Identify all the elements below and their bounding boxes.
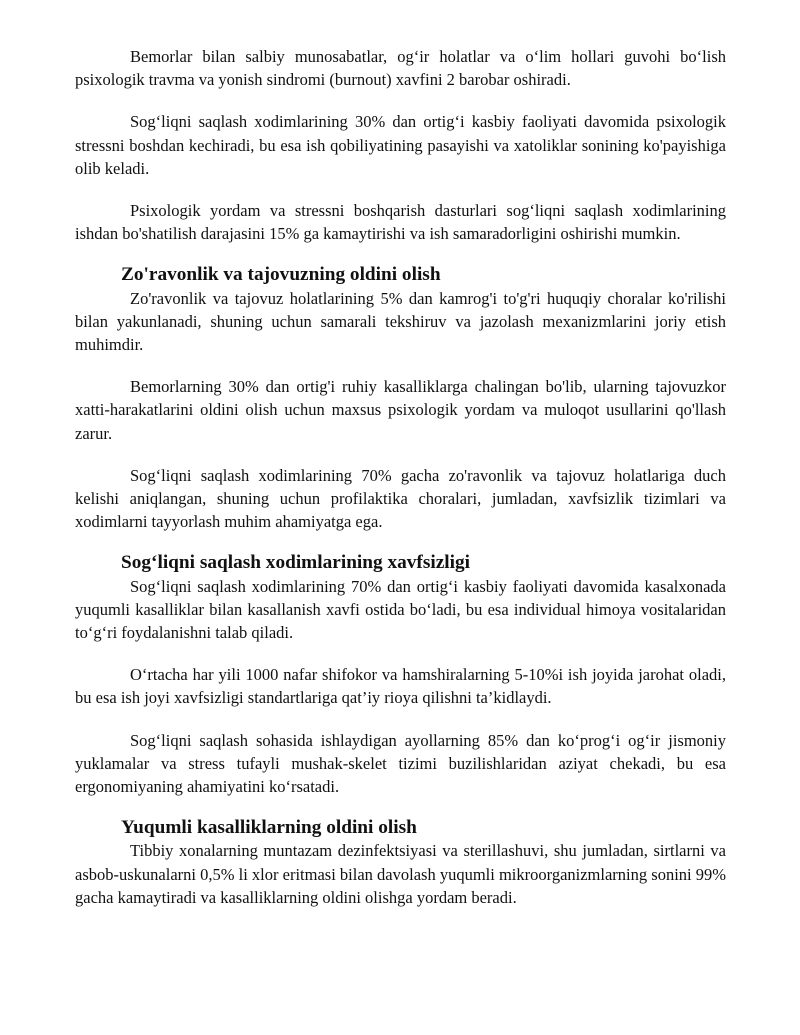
paragraph-legal-measures: Zo'ravonlik va tajovuz holatlarining 5% dan kamrog'i to'g'ri huquqiy choralar ko'rilishi bilan yakunlanadi, shuning uchun samarali tekshiruv va jazolash mexanizmlarini joriy etish muhimdir. [75, 288, 726, 355]
paragraph-burnout-risk: Bemorlar bilan salbiy munosabatlar, og‘ir holatlar va o‘lim hollari guvohi bo‘lish psixologik travma va yonish sindromi (burnout) xavfini 2 barobar oshiradi. [75, 47, 726, 90]
paragraph-infection-risk: Sog‘liqni saqlash xodimlarining 70% dan ortig‘i kasbiy faoliyati davomida kasalxonada yuqumli kasalliklar bilan kasallanish xavfi ostida bo‘ladi, bu esa individual himoya vositalaridan to‘g‘ri foydalanishni talab qiladi. [75, 576, 726, 643]
document-page [75, 45, 726, 909]
paragraph-violence-exposure: Sog‘liqni saqlash xodimlarining 70% gacha zo'ravonlik va tajovuz holatlariga duch kelishi aniqlangan, shuning uchun profilaktika choralari, jumladan, xavfsizlik tizimlari va xodimlarni tayyorlash muhim ahamiyatga ega. [75, 465, 726, 532]
heading-infection-prevention: Yuqumli kasalliklarning oldini olish [121, 817, 417, 839]
heading-violence-prevention: Zo'ravonlik va tajovuzning oldini olish [121, 264, 441, 286]
paragraph-psychological-support: Psixologik yordam va stressni boshqarish dasturlari sog‘liqni saqlash xodimlarining ishdan bo'shatilish darajasini 15% ga kamaytirishi va ish samaradorligini oshirishi mumkin. [75, 201, 726, 244]
paragraph-mental-illness-patients: Bemorlarning 30% dan ortig'i ruhiy kasalliklarga chalingan bo'lib, ularning tajovuzkor xatti-harakatlarini oldini olish uchun maxsus psixologik yordam va muloqot usullarini qo'llash zarur. [75, 377, 726, 443]
paragraph-workplace-injury: O‘rtacha har yili 1000 nafar shifokor va hamshiralarning 5-10%i ish joyida jarohat oladi, bu esa ish joyi xavfsizligi standartlariga qat’iy rioya qilishni ta’kidlaydi. [75, 665, 726, 708]
heading-worker-safety: Sog‘liqni saqlash xodimlarining xavfsizligi [121, 552, 471, 574]
paragraph-disinfection: Tibbiy xonalarning muntazam dezinfektsiyasi va sterillashuvi, shu jumladan, sirtlarni va asbob-uskunalarni 0,5% li xlor eritmasi bilan davolash yuqumli mikroorganizmlarning sonini 99% gacha kamaytiradi va kasalliklarning oldini olishga yordam beradi. [75, 841, 726, 907]
paragraph-musculoskeletal: Sog‘liqni saqlash sohasida ishlaydigan ayollarning 85% dan ko‘prog‘i og‘ir jismoniy yuklamalar va stress tufayli mushak-skelet tizimi buzilishlaridan aziyat chekadi, bu esa ergonomiyaning ahamiyatini ko‘rsatadi. [75, 730, 726, 797]
paragraph-psychological-stress: Sog‘liqni saqlash xodimlarining 30% dan ortig‘i kasbiy faoliyati davomida psixologik stressni boshdan kechiradi, bu esa ish qobiliyatining pasayishi va xatoliklar sonining ko'payishiga olib keladi. [75, 112, 726, 178]
